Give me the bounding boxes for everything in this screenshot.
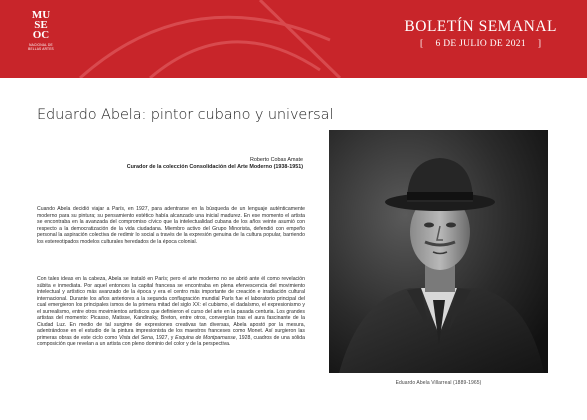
paragraph-2-text-a: Con tales ideas en la cabeza, Abela se instaló en París; pero el arte moderno no se abrió ante él como revelación súbita e inmediata. Por aquel entonces la capital francesa se encontraba en plena efervescencia del movimiento intelectual y artístico más avanzado de la época y era el centro más importante de creación e irradiación cultural internacional. Durante los años anteriores a la segunda conflagración mundial París fue el laboratorio principal del cual emergieron los principales ismos de la primera mitad del siglo XX: el cubismo, el dadaísmo, el expresionismo y el surrealismo, entre otros movimientos artísticos que definieron el curso del arte en la pasada centuria. Los grandes artistas del momento: Picasso, Matisse, Kandinsky, Breton, entre otros, convergían tras el aura fascinante de la Ciudad Luz. En medio de tal surgime de expresiones creativas tan diversas, Abela apostó por la mesura, adentrándose en el estudio de la pintura impresionista de los maestros franceses como Monet. Así surgieron las primeras obras de este ciclo como: [37, 276, 305, 341]
paragraph-2-text-b: , 1927, y: [152, 334, 176, 341]
logo-subtitle: NACIONAL DE BELLAS ARTES: [28, 43, 54, 51]
portrait-image: [329, 130, 548, 373]
artwork-title-2: Esquina de Montparnasse: [175, 334, 236, 341]
museum-logo[interactable]: [28, 10, 54, 66]
author-role: Curador de la colección Consolidación del Arte Moderno (1938-1951): [126, 164, 303, 170]
date-bracket-close: ]: [537, 39, 542, 49]
date-bracket-open: [: [420, 39, 424, 49]
bulletin-date-line: [404, 39, 557, 49]
portrait-photo: [329, 130, 548, 373]
article-paragraph-2: [37, 276, 305, 348]
photo-caption: Eduardo Abela Villarreal (1889-1965): [395, 380, 482, 386]
bulletin-header: [0, 0, 587, 78]
logo-text-1: MU: [31, 9, 51, 21]
logo-text-2: SE: [34, 19, 48, 31]
author-block: [90, 157, 303, 171]
author-name: Roberto Cobas Amate: [249, 157, 303, 163]
bulletin-title: BOLETÍN SEMANAL: [404, 18, 557, 35]
bulletin-block: [404, 18, 557, 49]
article-title: Eduardo Abela: pintor cubano y universal: [37, 107, 334, 123]
article-paragraph-1: Cuando Abela decidió viajar a París, en 1927, para adentrarse en la búsqueda de un lenguaje auténticamente moderno para su pintura; su pensamiento estético había alcanzado una inicial madurez. En ese momento el artista se encontraba en la avanzada del compromiso cívico que la intelectualidad cubana de los años veinte asumió con respecto a la democratización de la vida ciudadana. Miembro activo del Grupo Minorista, defendió con empeño personal la aspiración colectiva de redimir lo social a través de la expresión genuina de la cultura popular, barriendo los estereotipados modelos culturales heredados de la época colonial.: [37, 206, 305, 245]
bulletin-date: 6 DE JULIO DE 2021: [435, 39, 526, 49]
logo-text-3: OC: [32, 29, 50, 41]
artwork-title-1: Vista del Sena: [119, 334, 153, 341]
paragraph-2-text-c: , 1928, cuadros de una sólida composición que revelan a un artista con pleno dominio del color y de la perspectiva.: [37, 334, 305, 348]
